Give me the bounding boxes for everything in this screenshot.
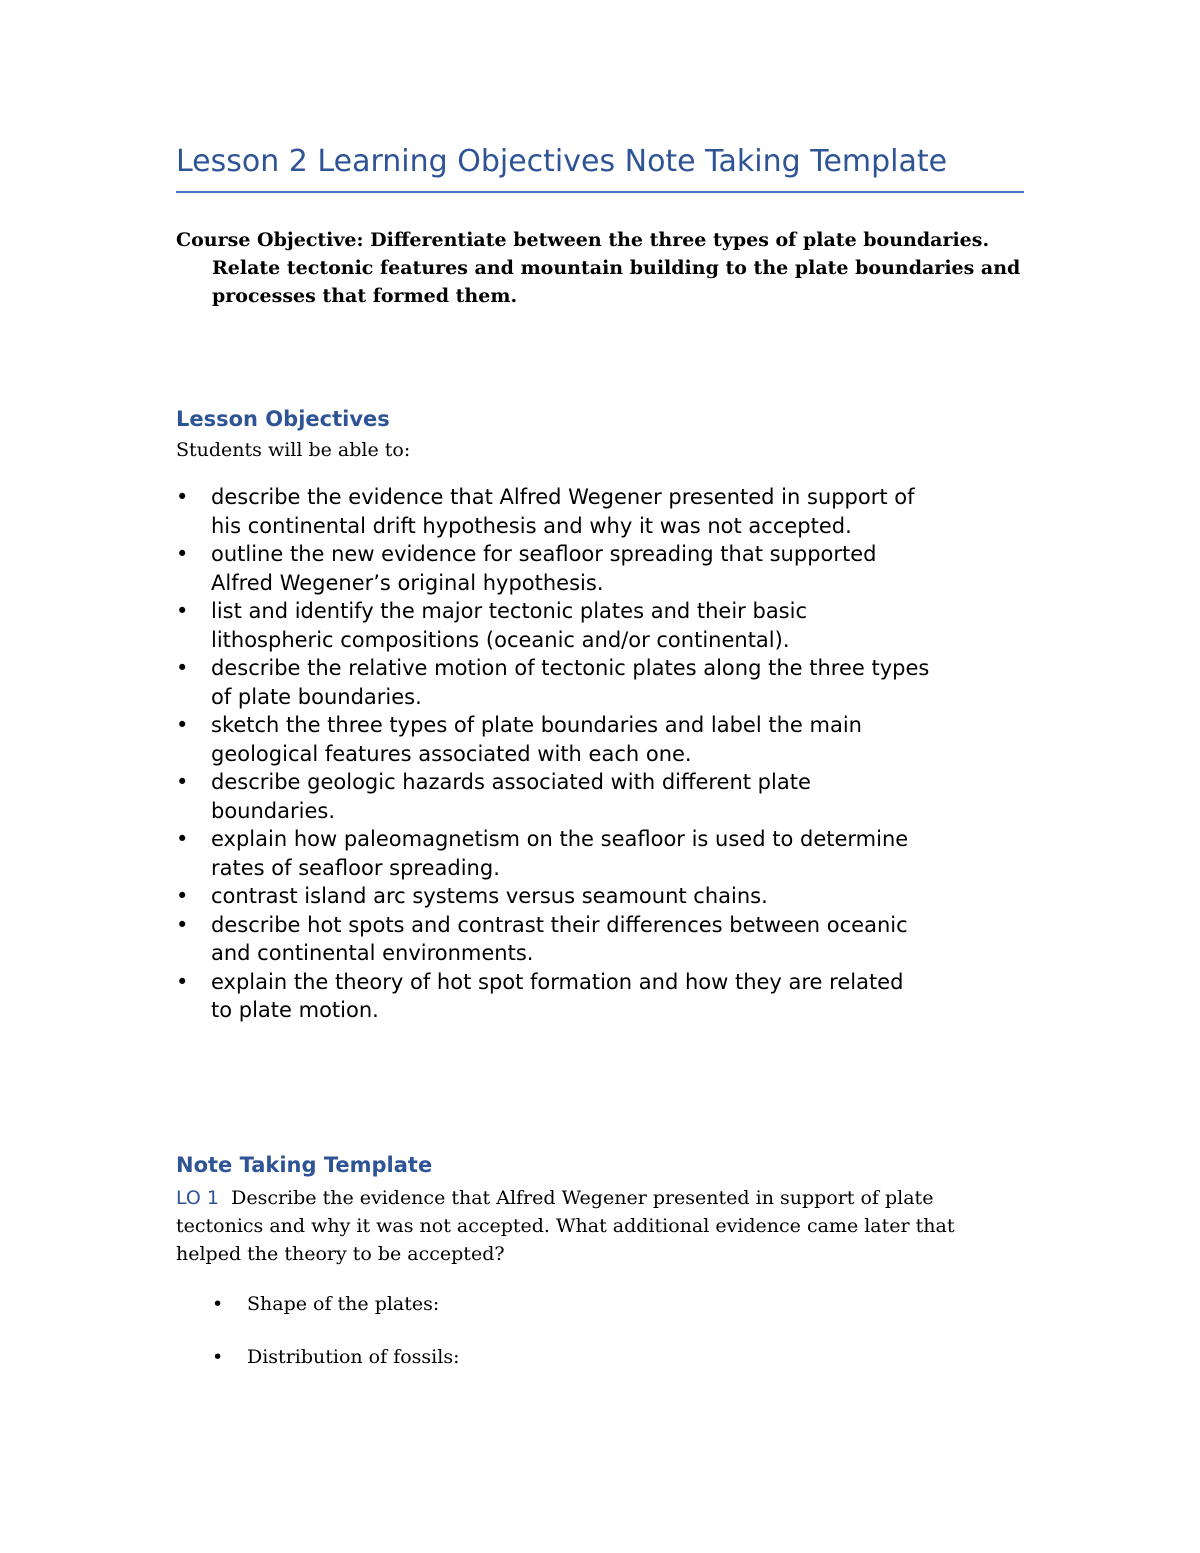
list-item <box>212 1343 459 1371</box>
lesson-objectives-heading: Lesson Objectives <box>176 407 390 431</box>
note-taking-heading: Note Taking Template <box>176 1153 433 1177</box>
list-item: • describe geologic hazards associated with different plate boundaries. <box>176 770 811 823</box>
distribution-of-fossils-label: Distribution of fossils: <box>247 1346 460 1368</box>
bullet-icon: • <box>212 1293 224 1315</box>
lesson-objectives-intro: Students will be able to: <box>176 439 411 461</box>
list-item <box>212 1290 439 1318</box>
bullet-icon: • <box>176 656 189 680</box>
lo1-paragraph: LO 1 Describe the evidence that Alfred Wegener presented in support of plate tectonics and why it was not accepted. What additional evidence came later that helped the theory to be accepted? <box>176 1187 955 1265</box>
course-objective-line-3: processes that formed them. <box>212 285 518 307</box>
list-item: • outline the new evidence for seafloor spreading that supported Alfred Wegener’s original hypothesis. <box>176 542 877 595</box>
list-item: • describe the relative motion of tectonic plates along the three types of plate boundaries. <box>176 656 930 709</box>
bullet-icon: • <box>176 884 189 908</box>
course-objective-line-1: Course Objective: Differentiate between the three types of plate boundaries. <box>176 229 990 251</box>
lesson-objectives-list <box>176 483 1036 1025</box>
course-objective <box>176 226 1046 310</box>
list-item: • contrast island arc systems versus seamount chains. <box>176 882 1036 911</box>
bullet-icon: • <box>212 1346 224 1368</box>
list-item: • list and identify the major tectonic plates and their basic lithospheric compositions (oceanic and/or continental). <box>176 599 808 652</box>
list-item: • explain the theory of hot spot formation and how they are related to plate motion. <box>176 969 904 1022</box>
bullet-icon: • <box>176 599 189 623</box>
course-objective-line-2: Relate tectonic features and mountain building to the plate boundaries and <box>212 257 1021 279</box>
bullet-icon: • <box>176 713 189 737</box>
shape-of-plates-label: Shape of the plates: <box>247 1293 440 1315</box>
bullet-icon: • <box>176 912 189 937</box>
bullet-icon: • <box>176 485 189 509</box>
list-item: • describe hot spots and contrast their differences between oceanic and continental environments. <box>176 912 908 965</box>
bullet-icon: • <box>176 827 189 851</box>
title-underline <box>176 191 1024 193</box>
lo1-label: LO 1 <box>176 1187 219 1209</box>
list-item: • describe the evidence that Alfred Wegener presented in support of his continental drift hypothesis and why it was not accepted. <box>176 485 915 538</box>
bullet-icon: • <box>176 969 189 994</box>
bullet-icon: • <box>176 542 189 566</box>
list-item: • sketch the three types of plate boundaries and label the main geological features associated with each one. <box>176 713 862 766</box>
bullet-icon: • <box>176 770 189 794</box>
page-title: Lesson 2 Learning Objectives Note Taking Template <box>176 144 948 179</box>
list-item: • explain how paleomagnetism on the seafloor is used to determine rates of seafloor spreading. <box>176 827 909 880</box>
